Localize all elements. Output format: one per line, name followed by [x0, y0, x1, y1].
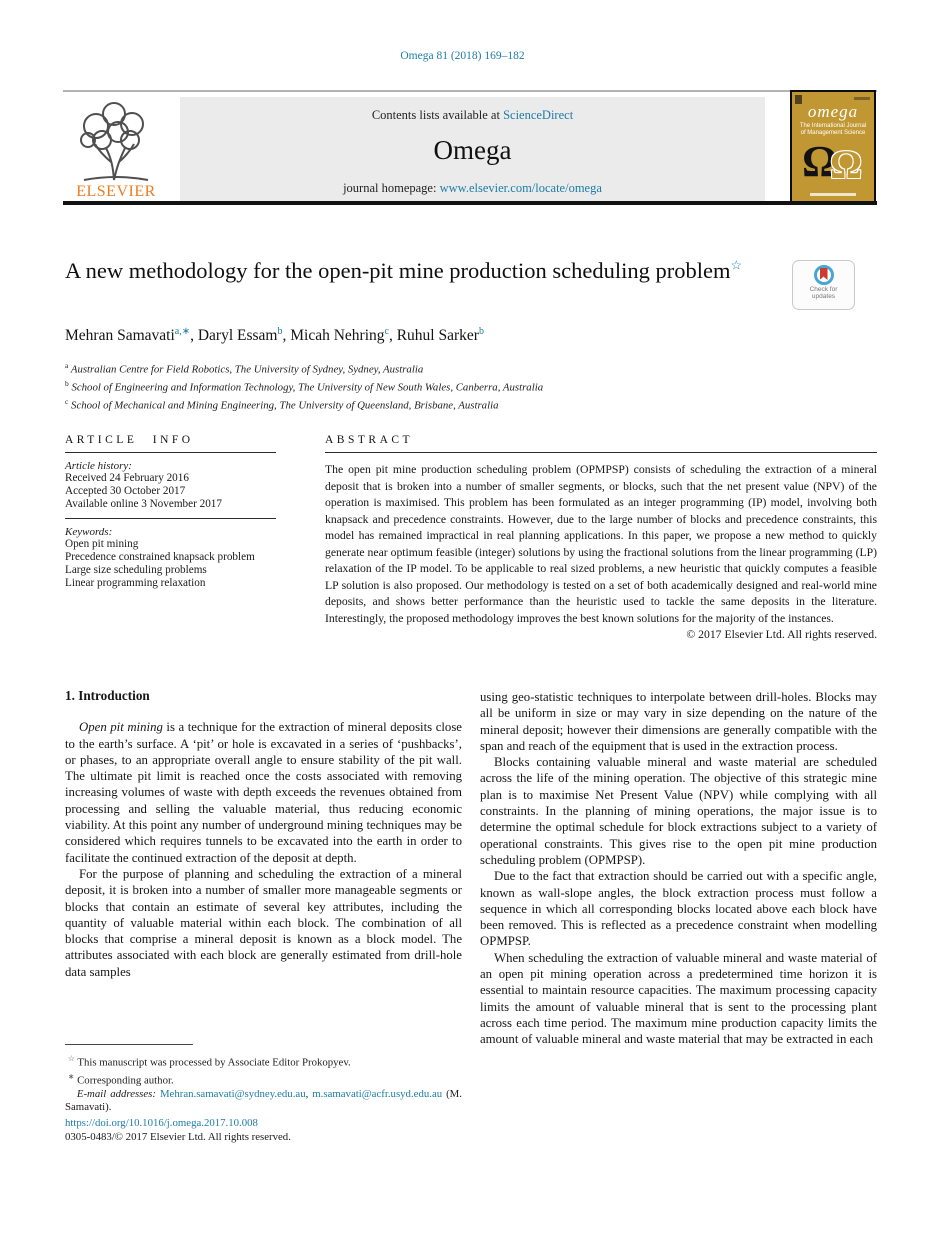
header-bottom-rule: [63, 201, 877, 205]
journal-header-box: [180, 97, 765, 201]
check-for-updates-icon: [814, 265, 834, 285]
issn-copyright-line: 0305-0483/© 2017 Elsevier Ltd. All rights reserved.: [65, 1130, 291, 1143]
homepage-prefix: journal homepage:: [343, 181, 440, 195]
homepage-line: [180, 181, 765, 196]
footnote-emails: E-mail addresses: Mehran.samavati@sydney.edu.au, m.samavati@acfr.usyd.edu.au (M. Samavati).: [65, 1087, 462, 1113]
omega-symbol-white: Ω: [830, 142, 863, 187]
journal-cover[interactable]: [790, 90, 876, 203]
body-column-right: [480, 689, 877, 1048]
abstract-heading: ABSTRACT: [325, 434, 414, 446]
elsevier-tree-icon: [66, 96, 166, 184]
sciencedirect-link[interactable]: ScienceDirect: [503, 108, 574, 122]
keyword: Linear programming relaxation: [65, 577, 206, 590]
footnote-corresponding: ∗ Corresponding author.: [67, 1071, 174, 1087]
paragraph: Open pit mining is a technique for the extraction of mineral deposits close to the earth’s surface. A ‘pit’ or hole is excavated in a series of ‘pushbacks’, or phases, to an appropriate overall angle to ensure stability of the pit wall. The ultimate pit limit is reached once the costs associated with removing increasing volumes of waste with depth exceeds the revenues obtained from processing and selling the valuable material, thus reducing economic viability. At this point any number of underground mining techniques may be considered which requires tunnels to be excavated into the earth in order to facilitate the continued extraction of the deposit at depth.: [65, 720, 462, 865]
paragraph: For the purpose of planning and scheduling the extraction of a mineral deposit, it is broken into a number of smaller more manageable segments or blocks that contain an estimate of several key attributes, including the quantity of valuable material within each block. The combination of all blocks that comprise a mineral deposit is known as a block model. The attributes associated with each block are generally estimated from drill-hole data samples: [65, 866, 462, 979]
footnotes: [65, 1044, 462, 1114]
page-title: A new methodology for the open-pit mine production scheduling problem☆: [65, 257, 743, 283]
paragraph: using geo-statistic techniques to interpolate between drill-holes. Blocks may all be uniform in size or may vary in size depending on the nature of the mineral deposit; however their dimensions are generally compatible with the span and reach of the equipment that is used in the extraction process.: [480, 690, 877, 753]
bookmark-icon: [820, 268, 828, 280]
author: Mehran Samavati$^{a,∗}$,: [65, 326, 198, 345]
keyword: Precedence constrained knapsack problem: [65, 550, 255, 563]
paragraph: Due to the fact that extraction should be carried out with a specific angle, known as wall-slope angles, the block extraction process must follow a sequence in which all corresponding blocks located above each block have been removed. This is reflected as a precedence constraint when modelling OPMPSP.: [480, 869, 877, 949]
email-link[interactable]: Mehran.samavati@sydney.edu.au: [159, 1087, 306, 1100]
email-link[interactable]: m.samavati@acfr.usyd.edu.au: [312, 1087, 443, 1100]
affiliation: $^c$ School of Mechanical and Mining Engineering, The University of Queensland, Brisbane, Australia: [65, 397, 499, 412]
author: Daryl Essam$^b$,: [197, 326, 291, 345]
keyword: Open pit mining: [65, 537, 139, 550]
abstract-copyright: © 2017 Elsevier Ltd. All rights reserved.: [686, 628, 877, 642]
contents-prefix: Contents lists available at: [371, 108, 504, 122]
history-item: Accepted 30 October 2017: [65, 485, 186, 498]
body-column-left: [65, 688, 462, 980]
cover-decoration: [810, 193, 856, 196]
elsevier-logo-label: ELSEVIER: [76, 183, 156, 200]
paragraph: Blocks containing valuable mineral and waste material are scheduled across the life of the mining operation. The objective of this strategic mine plan is to maximise Net Present Value (NPV) while complying with all constraints. In the planning of mining operations, the major issue is to determine the optimal schedule for block extractions subject to a variety of operational constraints. This gives rise to the open pit mine production scheduling problem (OPMPSP).: [480, 755, 877, 867]
doi-link[interactable]: https://doi.org/10.1016/j.omega.2017.10.008: [65, 1117, 258, 1129]
omega-symbols: [792, 136, 874, 196]
paragraph: When scheduling the extraction of valuable mineral and waste material of an open pit mining operation across a predetermined time horizon it is essential to maintain resource capacities. The maximum processing capacity limits the amount of valuable mineral that is sent to the processing plant across each time period. The maximum mine production capacity limits the amount of valuable mineral and waste material that may be extracted in each: [480, 950, 877, 1047]
history-label: Article history:: [65, 460, 132, 472]
section-heading-introduction: 1. Introduction: [65, 688, 150, 703]
header-top-rule: [63, 90, 877, 92]
divider: [65, 518, 276, 519]
journal-title: Omega: [433, 135, 512, 165]
affiliation-list: [65, 359, 543, 413]
author-list: [65, 326, 484, 345]
contents-line: [180, 97, 765, 123]
journal-citation: Omega 81 (2018) 169–182: [400, 50, 525, 62]
history-item: Received 24 February 2016: [65, 472, 189, 484]
author: Ruhul Sarker$^b$: [396, 326, 484, 345]
article-info-heading: ARTICLE INFO: [65, 434, 194, 446]
title-footnote-star: ☆: [730, 257, 743, 273]
keywords-label: Keywords:: [65, 525, 113, 538]
abstract-section: [325, 434, 877, 644]
homepage-link[interactable]: www.elsevier.com/locate/omega: [439, 181, 602, 195]
divider: [65, 452, 276, 453]
divider: [325, 452, 877, 453]
cover-subtitle: The International Journal of Management Science: [799, 123, 867, 136]
badge-label: Check for updates: [809, 286, 838, 300]
omega-symbol-black: Ω: [802, 137, 838, 186]
abstract-text: The open pit mine production scheduling problem (OPMPSP) consists of scheduling the extraction of a mineral deposit that is broken into a number of smaller segments, or blocks, such that the net present value (NPV) of the operation is maximised. This problem has been formulated as an integer programming (IP) model, involving both knapsack and precedence constraints. However, due to the large number of blocks and precedence constraints, this model has remained impractical in real planning applications. In this paper, we propose a new method to quickly generate near optimum feasible (integer) solutions by using the fractional solutions from the linear programming (LP) relaxation of the IP model. To be applicable to real sized problems, a new heuristic that quickly computes a feasible LP solution is also proposed. Our methodology is tested on a set of both academically designed and real-world mine deposits, and shows better performance than the heuristic used to tackle the same deposits in the literature. Interestingly, the proposed methodology improves the best known solutions for the majority of the instances.: [325, 463, 877, 625]
footnote-rule: [65, 1044, 193, 1045]
author: Micah Nehring$^c$,: [290, 326, 397, 345]
check-for-updates-badge[interactable]: [792, 260, 855, 310]
keyword: Large size scheduling problems: [65, 564, 207, 577]
affiliation: $^a$ Australian Centre for Field Robotics, The University of Sydney, Sydney, Australia: [65, 361, 424, 376]
page-footer: [65, 1117, 291, 1144]
article-info-section: [65, 434, 276, 590]
cover-decoration: [854, 97, 870, 100]
affiliation: $^b$ School of Engineering and Information Technology, The University of New South Wales, Canberra, Australia: [65, 379, 544, 394]
footnote-editor: ☆ This manuscript was processed by Associate Editor Prokopyev.: [67, 1054, 351, 1069]
history-item: Available online 3 November 2017: [65, 498, 222, 511]
cover-title: omega: [807, 102, 859, 121]
